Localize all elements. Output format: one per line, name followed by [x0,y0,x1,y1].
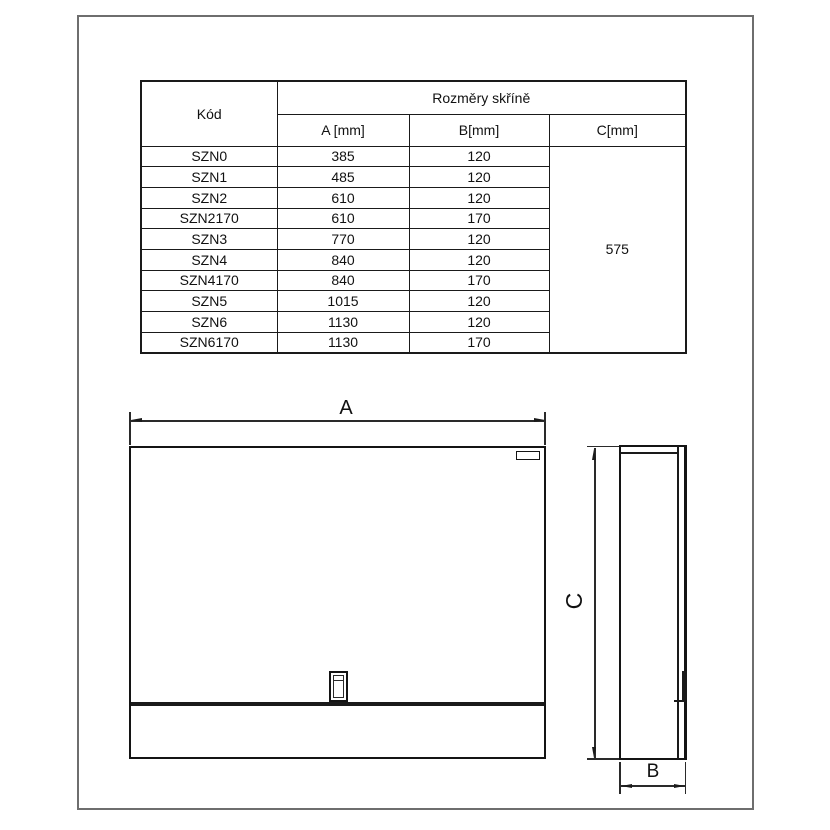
dim-a-arrowhead-right [534,418,545,422]
table-cell: 1015 [277,291,409,312]
dim-a-label: A [339,397,353,419]
dim-b-extension-right [685,762,687,794]
table-cell: 170 [409,208,549,229]
table-cell: SZN5 [141,291,277,312]
table-cell: 120 [409,249,549,270]
table-cell: 120 [409,187,549,208]
table-cell: 120 [409,167,549,188]
dim-c-extension-bottom [587,758,619,760]
table-cell: SZN3 [141,229,277,250]
table-cell: 610 [277,208,409,229]
table-cell: SZN2170 [141,208,277,229]
dim-c-line [594,448,596,758]
table-cell: 170 [409,270,549,291]
table-col-header-b: B[mm] [409,114,549,146]
table-cell: 1130 [277,312,409,333]
table-row [141,146,686,167]
table-cell: SZN1 [141,167,277,188]
door-lock [329,671,348,702]
table-cell: 120 [409,291,549,312]
table-cell: SZN0 [141,146,277,167]
dim-b-arrowhead-left [621,784,632,788]
door-lock-slot [334,680,343,681]
dim-a-extension-left [129,412,131,445]
table-cell: SZN2 [141,187,277,208]
table-cell: SZN6170 [141,332,277,353]
dim-b-label: B [646,761,660,782]
dim-a-arrowhead-left [131,418,142,422]
table-cell: 840 [277,270,409,291]
table-cell: 120 [409,229,549,250]
table-cell: 170 [409,332,549,353]
table-body [141,146,686,353]
table-cell: 770 [277,229,409,250]
table-cell: 840 [277,249,409,270]
table-group-header: Rozměry skříně [277,81,686,114]
table-col-header-c: C[mm] [549,114,686,146]
table-cell: SZN4 [141,249,277,270]
table-col-header-a: A [mm] [277,114,409,146]
dim-c-label: C [560,592,587,610]
dim-c-arrowhead-top [592,449,596,460]
table-cell: 485 [277,167,409,188]
cabinet-front-view [129,446,546,759]
door-lock-inner [333,675,344,698]
table-cell: 385 [277,146,409,167]
side-view-lock-lever [682,671,687,700]
table-cell: 610 [277,187,409,208]
dim-a-extension-right [544,412,546,445]
side-view-step-mark [674,700,686,702]
dim-a-line [130,420,545,422]
dim-b-arrowhead-right [674,784,685,788]
front-door-bottom-edge [131,702,544,706]
table-cell-c-merged: 575 [549,146,686,353]
dim-c-extension-top [587,446,619,448]
front-label-plate [516,451,540,460]
table-cell: SZN4170 [141,270,277,291]
dimensions-table [140,80,687,354]
table-corner-header: Kód [141,81,277,146]
table-cell: 1130 [277,332,409,353]
cabinet-dimensions-table [140,80,687,354]
dim-c-arrowhead-bottom [592,747,596,758]
table-cell: 120 [409,146,549,167]
dim-b-extension-left [619,762,621,794]
table-cell: SZN6 [141,312,277,333]
side-view-door-line [677,446,679,759]
table-cell: 120 [409,312,549,333]
side-view-top-cap-line [621,452,677,454]
